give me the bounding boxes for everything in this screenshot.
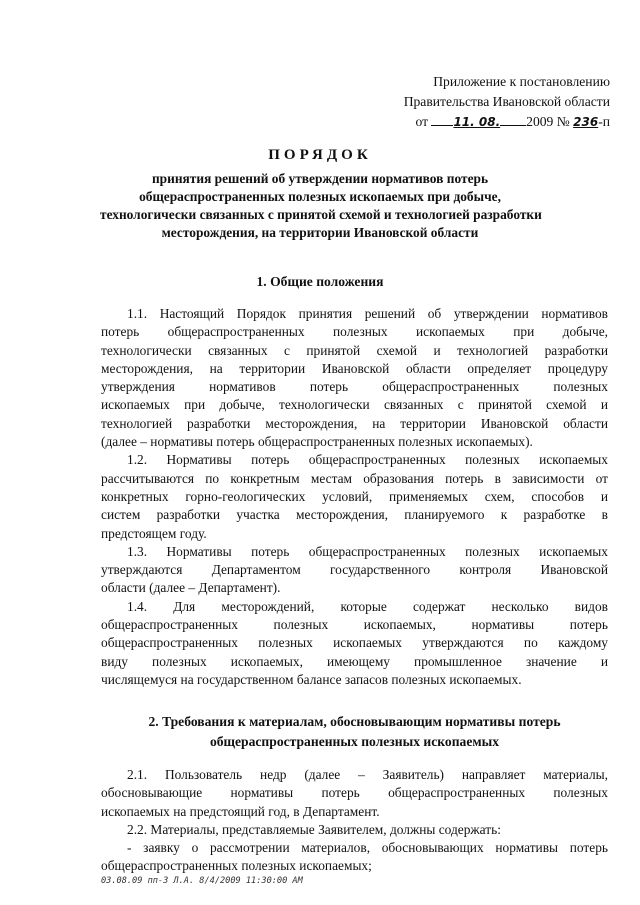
section-2-body bbox=[101, 766, 608, 876]
paragraph-line: - заявку о рассмотрении материалов, обосновывающих нормативы потерь bbox=[127, 840, 608, 856]
section-1-heading bbox=[100, 272, 540, 292]
date-blank-left bbox=[431, 113, 453, 126]
paragraph-line: 1.3. Нормативы потерь общераспространенных полезных ископаемых bbox=[127, 543, 608, 559]
paragraph-line: технологически связанных с принятой схемой и технологией разработки bbox=[101, 342, 608, 358]
paragraph-line: ископаемых при добыче, технологически связанных с принятой схемой и bbox=[101, 397, 608, 413]
subtitle-line: технологически связанных с принятой схемой и технологией разработки bbox=[100, 207, 542, 222]
subtitle-line: принятия решений об утверждении нормативов потерь bbox=[151, 171, 489, 186]
header-line-2: Правительства Ивановской области bbox=[403, 94, 610, 109]
paragraph-line: ископаемых на предстоящий год, в Департамент. bbox=[101, 803, 380, 819]
number-suffix: -п bbox=[598, 114, 610, 129]
header-line-3 bbox=[340, 112, 610, 132]
paragraph-line: общераспространенных полезных ископаемых; bbox=[101, 858, 372, 874]
section-2-heading-line: 2. Требования к материалам, обосновывающим нормативы потерь bbox=[148, 714, 561, 729]
handwritten-number: 236 bbox=[573, 115, 599, 129]
section-1-heading-text: 1. Общие положения bbox=[256, 274, 384, 289]
paragraph-line: рассчитываются по конкретным местам образования потерь в зависимости от bbox=[101, 470, 608, 486]
paragraph-line: технологией разработки месторождения, на территории Ивановской области bbox=[101, 415, 608, 431]
paragraph-line: общераспространенных полезных ископаемых, нормативы потерь bbox=[101, 617, 608, 633]
handwritten-date: 11. 08. bbox=[453, 115, 501, 129]
appendix-header bbox=[340, 72, 610, 132]
subtitle-line: общераспространенных полезных ископаемых при добыче, bbox=[139, 189, 501, 204]
paragraph-line: (далее – нормативы потерь общераспространенных полезных ископаемых). bbox=[101, 434, 533, 450]
date-blank-right bbox=[500, 113, 526, 126]
paragraph-line: потерь общераспространенных полезных ископаемых при добыче, bbox=[101, 324, 608, 340]
section-2-heading-line: общераспространенных полезных ископаемых bbox=[209, 734, 500, 749]
paragraph-line: систем разработки участка месторождения, планируемого к разработке в bbox=[101, 507, 608, 523]
from-label: от bbox=[415, 114, 429, 129]
paragraph-line: утверждаются Департаментом государственного контроля Ивановской bbox=[101, 562, 608, 578]
print-footer: 03.08.09 пп-3 Л.А. 8/4/2009 11:30:00 AM bbox=[101, 876, 303, 886]
paragraph-line: предстоящем году. bbox=[101, 525, 207, 541]
subtitle-line: месторождения, на территории Ивановской области bbox=[161, 225, 479, 240]
paragraph-line: 1.4. Для месторождений, которые содержат несколько видов bbox=[127, 598, 608, 614]
paragraph-line: утверждения нормативов потерь общераспространенных полезных bbox=[101, 379, 608, 395]
paragraph-line: 1.1. Настоящий Порядок принятия решений об утверждении нормативов bbox=[127, 306, 608, 321]
paragraph-line: общераспространенных полезных ископаемых утверждаются по каждому bbox=[101, 635, 608, 651]
document-title: ПОРЯДОК bbox=[268, 147, 372, 163]
paragraph-line: 2.2. Материалы, представляемые Заявителем, должны содержать: bbox=[127, 821, 501, 837]
paragraph-line: 1.2. Нормативы потерь общераспространенных полезных ископаемых bbox=[127, 452, 608, 468]
paragraph-line: конкретных горно-геологических условий, применяемых схем, способов и bbox=[101, 488, 608, 504]
paragraph-line: числящемуся на государственном балансе запасов полезных ископаемых. bbox=[101, 671, 522, 687]
header-line-1: Приложение к постановлению bbox=[433, 74, 610, 89]
section-1-body bbox=[101, 305, 608, 689]
document-subtitle bbox=[100, 170, 540, 242]
year-number-label: 2009 № bbox=[526, 114, 570, 129]
paragraph-line: месторождения, на территории Ивановской области определяет процедуру bbox=[101, 360, 608, 376]
section-2-heading bbox=[101, 712, 608, 752]
paragraph-line: виду полезных ископаемых, имеющему промышленное значение и bbox=[101, 653, 608, 669]
paragraph-line: обосновывающие нормативы потерь общераспространенных полезных bbox=[101, 785, 608, 801]
paragraph-line: области (далее – Департамент). bbox=[101, 580, 281, 596]
paragraph-line: 2.1. Пользователь недр (далее – Заявитель) направляет материалы, bbox=[127, 767, 608, 782]
